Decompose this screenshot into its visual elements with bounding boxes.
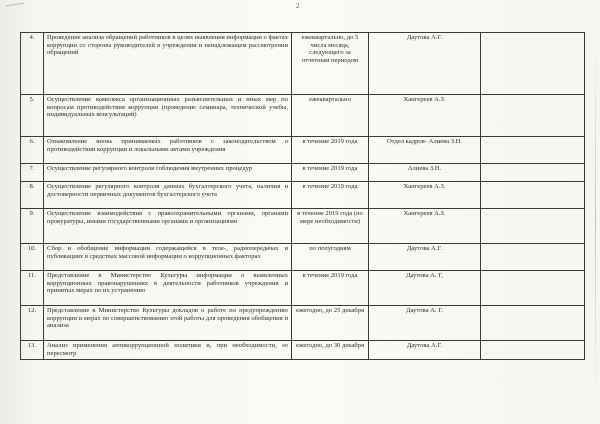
responsible-cell: Даутова А. Г,	[369, 271, 481, 306]
row-number: 6.	[21, 137, 44, 164]
anticorruption-plan-table	[20, 32, 585, 360]
empty-cell	[481, 271, 585, 306]
responsible-cell: Хангереев А.З.	[369, 209, 481, 244]
responsible-cell: Даутова А. Г.	[369, 306, 481, 341]
empty-cell	[481, 182, 585, 209]
scan-edge-shadow	[595, 40, 596, 400]
deadline-cell: ежегодно, до 30 декабря	[292, 341, 369, 360]
table-row	[21, 95, 585, 137]
empty-cell	[481, 341, 585, 360]
row-number: 9.	[21, 209, 44, 244]
responsible-cell: Хангереев А.З.	[369, 182, 481, 209]
activity-cell: Представление в Министерство Культуры информации о выявленных коррупционных правонарушениях в деятельности работников учреждения и принятых мерах по их устранению	[44, 271, 292, 306]
row-number: 5.	[21, 95, 44, 137]
row-number: 8.	[21, 182, 44, 209]
empty-cell	[481, 244, 585, 271]
empty-cell	[481, 137, 585, 164]
empty-cell	[481, 306, 585, 341]
table-row	[21, 164, 585, 182]
responsible-cell: Алиева З.Н.	[369, 164, 481, 182]
deadline-cell: в течение 2019 года	[292, 137, 369, 164]
row-number: 13.	[21, 341, 44, 360]
activity-cell: Анализ применения антикоррупционной политики и, при необходимости, ее пересмотр	[44, 341, 292, 360]
row-number: 7.	[21, 164, 44, 182]
empty-cell	[481, 209, 585, 244]
table-row	[21, 209, 585, 244]
responsible-cell: Отдел кадров- Алиева З.Н.	[369, 137, 481, 164]
deadline-cell: по полугодиям	[292, 244, 369, 271]
responsible-cell: Даутова А.Г.	[369, 341, 481, 360]
row-number: 12.	[21, 306, 44, 341]
deadline-cell: ежегодно, до 25 декабря	[292, 306, 369, 341]
table-row	[21, 271, 585, 306]
empty-cell	[481, 95, 585, 137]
responsible-cell: Хангереев А.З.	[369, 95, 481, 137]
table-row	[21, 306, 585, 341]
activity-cell: Проведение анализа обращений работников в целях выявления информации о фактах коррупции со стороны руководителей в учреждения и ненадлежащем рассмотрении обращений	[44, 33, 292, 95]
row-number: 11.	[21, 271, 44, 306]
deadline-cell: в течение 2019 года	[292, 271, 369, 306]
activity-cell: Представление в Министерство Культуры докладов о работе по предупреждению коррупции и мерах по совершенствованию этой работы для проведения обобщения и анализа	[44, 306, 292, 341]
activity-cell: Осуществление взаимодействия с правоохранительными органами, органами прокуратуры, иными государственными органами и организациями	[44, 209, 292, 244]
page-number: 2	[296, 2, 300, 10]
table-row	[21, 137, 585, 164]
empty-cell	[481, 33, 585, 95]
scan-artifact	[6, 3, 24, 6]
table-row	[21, 244, 585, 271]
row-number: 10.	[21, 244, 44, 271]
table-row	[21, 182, 585, 209]
row-number: 4.	[21, 33, 44, 95]
responsible-cell: Даутова А.Г.	[369, 244, 481, 271]
activity-cell: Сбор и обобщение информации содержащейся в теле-, радиопередачах и публикациях в средствах массовой информации о коррупционных факторах	[44, 244, 292, 271]
activity-cell: Осуществление комплекса организационных разъяснительных и иных мер по вопросам противодействия коррупции (проведение семинара, технической учебы, индивидуальных консультаций)	[44, 95, 292, 137]
deadline-cell: в течение 2019 года	[292, 164, 369, 182]
activity-cell: Осуществление регулярного контроля соблюдения внутренних процедур	[44, 164, 292, 182]
table-row	[21, 341, 585, 360]
table-row	[21, 33, 585, 95]
deadline-cell: ежеквартально	[292, 95, 369, 137]
empty-cell	[481, 164, 585, 182]
activity-cell: Ознакомление вновь принимаемых работников с законодательством о противодействии коррупции и локальными актами учреждения	[44, 137, 292, 164]
deadline-cell: в течение 2019 года	[292, 182, 369, 209]
deadline-cell: в течение 2019 года (по мере необходимости)	[292, 209, 369, 244]
responsible-cell: Даутова А.Г.	[369, 33, 481, 95]
deadline-cell: ежеквартально, до 5 числа месяца, следующего за отчетным периодом	[292, 33, 369, 95]
activity-cell: Осуществление регулярного контроля данных бухгалтерского учета, наличия и достоверности первичных документов бухгалтерского учета	[44, 182, 292, 209]
